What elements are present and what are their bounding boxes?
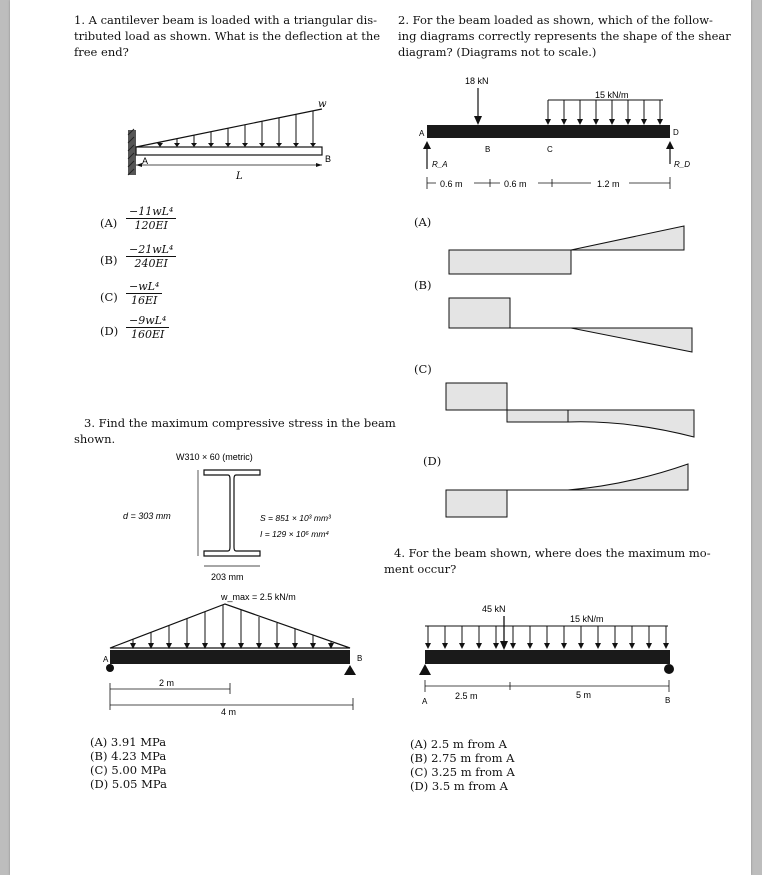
q4-option-d[interactable]: (D) 3.5 m from A (410, 779, 508, 793)
q2-text-line3: diagram? (Diagrams not to scale.) (398, 45, 597, 59)
q3-b-label: 203 mm (211, 572, 244, 582)
q4-beam-figure (410, 598, 680, 713)
q2-option-c-diagram (438, 380, 698, 445)
q1-option-d-den: 160EI (130, 328, 165, 341)
q2-beam-figure (405, 72, 705, 197)
q3-text-line1: 3. Find the maximum compressive stress in the beam (84, 416, 396, 430)
q3-I-label: I = 129 × 10⁶ mm⁴ (260, 529, 330, 539)
q3-option-c[interactable]: (C) 5.00 MPa (90, 763, 167, 777)
q1-option-c[interactable] (126, 280, 162, 307)
q2-text-line2: ing diagrams correctly represents the shape of the shear (398, 29, 731, 43)
q1-text-line3: free end? (74, 45, 129, 59)
q1-option-b[interactable] (126, 243, 176, 270)
q2-dim-3: 1.2 m (597, 179, 620, 189)
q4-text-line1: 4. For the beam shown, where does the maximum mo- (394, 546, 711, 560)
q4-text-line2: ment occur? (384, 562, 457, 576)
q2-point-load-label: 18 kN (465, 76, 489, 86)
q3-section-name: W310 × 60 (metric) (176, 452, 253, 462)
q1-option-b-num: −21wL⁴ (126, 243, 176, 257)
q2-B-label: B (485, 145, 491, 154)
q3-dim-1: 2 m (159, 678, 175, 688)
q1-option-d-num: −9wL⁴ (126, 314, 169, 328)
q2-A-label: A (419, 129, 425, 138)
q3-d-label: d = 303 mm (123, 511, 171, 521)
q4-point-load-label: 45 kN (482, 604, 506, 614)
q2-option-c-label[interactable]: (C) (414, 362, 432, 376)
q2-dist-load-label: 15 kN/m (595, 90, 629, 100)
q2-dim-2: 0.6 m (504, 179, 527, 189)
q2-dim-1: 0.6 m (440, 179, 463, 189)
q1-option-a[interactable] (126, 205, 176, 232)
q2-option-a-label[interactable]: (A) (414, 215, 432, 229)
q3-section-figure (110, 446, 370, 586)
q1-text-line2: tributed load as shown. What is the deflection at the (74, 29, 381, 43)
q2-option-b-label[interactable]: (B) (414, 278, 432, 292)
q4-option-a[interactable]: (A) 2.5 m from A (410, 737, 507, 751)
q3-wmax-label: w_max = 2.5 kN/m (221, 592, 296, 602)
q1-option-c-den: 16EI (130, 294, 158, 307)
q3-option-b[interactable]: (B) 4.23 MPa (90, 749, 167, 763)
q4-dim-2: 5 m (576, 690, 592, 700)
q1-option-a-num: −11wL⁴ (126, 205, 176, 219)
q1-cantilever-figure (120, 95, 340, 185)
q1-B-label: B (325, 154, 332, 164)
q2-option-d-diagram (438, 460, 698, 520)
q1-option-b-den: 240EI (134, 257, 168, 270)
q3-option-d[interactable]: (D) 5.05 MPa (90, 777, 167, 791)
q1-text-line1: 1. A cantilever beam is loaded with a triangular dis- (74, 13, 378, 27)
q1-option-a-den: 120EI (134, 219, 168, 232)
q1-w-label: w (318, 99, 327, 110)
q1-option-b-label: (B) (100, 253, 118, 267)
q4-option-c[interactable]: (C) 3.25 m from A (410, 765, 515, 779)
q3-text-line2: shown. (74, 432, 116, 446)
q3-dim-2: 4 m (221, 707, 237, 717)
q2-RD-label: R_D (674, 160, 691, 169)
q2-option-a-diagram (438, 220, 698, 280)
q2-D-label: D (673, 128, 679, 137)
q1-option-d[interactable] (126, 314, 169, 341)
q1-A-label: A (142, 156, 149, 166)
q3-option-a[interactable]: (A) 3.91 MPa (90, 735, 167, 749)
q1-option-c-label: (C) (100, 290, 118, 304)
q2-option-d-label[interactable]: (D) (423, 454, 442, 468)
q2-RA-label: R_A (432, 160, 448, 169)
q2-C-label: C (547, 145, 553, 154)
q1-option-d-label: (D) (100, 324, 119, 338)
q4-dim-1: 2.5 m (455, 691, 478, 701)
q1-option-a-label: (A) (100, 216, 118, 230)
q4-A-label: A (422, 697, 428, 706)
q3-A-label: A (103, 655, 109, 664)
q1-option-c-num: −wL⁴ (126, 280, 162, 294)
q1-L-label: L (236, 171, 243, 182)
q3-beam-figure (95, 588, 375, 718)
q4-option-b[interactable]: (B) 2.75 m from A (410, 751, 515, 765)
q2-option-b-diagram (438, 295, 698, 355)
q2-text-line1: 2. For the beam loaded as shown, which of the follow- (398, 13, 713, 27)
q4-dist-load-label: 15 kN/m (570, 614, 604, 624)
q3-S-label: S = 851 × 10³ mm³ (260, 513, 331, 523)
q3-B-label: B (357, 654, 363, 663)
q4-B-label: B (665, 696, 671, 705)
exam-page (10, 0, 751, 875)
